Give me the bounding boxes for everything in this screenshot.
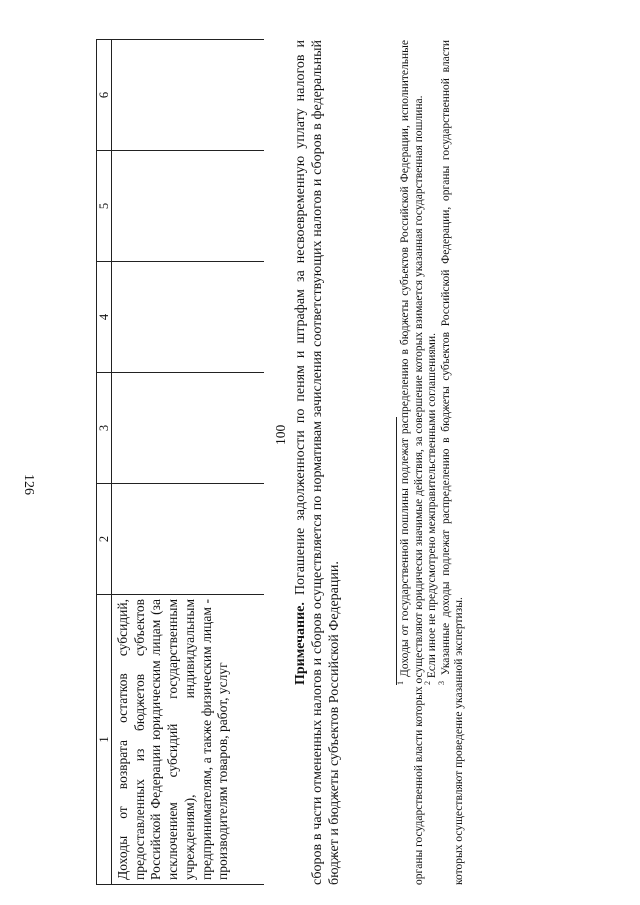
table-header-row [97, 40, 112, 885]
column-header-4: 4 [97, 262, 112, 373]
column-header-5: 5 [97, 151, 112, 262]
page-number: 126 [21, 474, 36, 495]
row-cell-3 [112, 373, 265, 484]
footnote-1-mark: 1 [396, 681, 406, 685]
footnote-divider [396, 417, 397, 685]
row-cell-4 [112, 262, 265, 373]
rotated-page-content [96, 40, 536, 885]
row-description: Доходы от возврата остатков субсидий, предоставленных из бюджетов субъектов Российской Федерации юридическим лицам (за исключением субсидий государственным учреждениям), индивидуальным предпринимателям, а также физическим лицам - производителям товаров, работ, услуг [115, 599, 231, 880]
table-row [112, 40, 265, 885]
footnote-3-mark: 3 [436, 681, 446, 685]
note-paragraph [292, 40, 343, 885]
column-header-2: 2 [97, 484, 112, 595]
note-label: Примечание. [293, 602, 308, 685]
column-header-1: 1 [97, 595, 112, 885]
footnote-2-text: Если иное не предусмотрено межправительственными соглашениями. [426, 333, 439, 679]
row-cell-5 [112, 151, 265, 262]
column-header-3: 3 [97, 373, 112, 484]
row-description-cell [112, 595, 265, 885]
revenue-table [96, 39, 264, 885]
footnote-2-mark: 2 [423, 681, 433, 685]
row-value-col3: 100 [273, 424, 288, 445]
footnote-3 [436, 39, 467, 885]
footnote-2 [423, 40, 440, 885]
note-text: Погашение задолженности по пеням и штрафам за несвоевременную уплату налогов и сборов в части отмененных налогов и сборов осуществляется по нормативам зачисления соответствующих налогов и сборов в федеральный бюджет и бюджеты субъектов Российской Федерации. [293, 40, 342, 885]
row-cell-2 [112, 484, 265, 595]
column-header-6: 6 [97, 40, 112, 151]
footnote-1 [396, 39, 426, 885]
footnotes-block [396, 39, 467, 885]
row-cell-6 [112, 40, 265, 151]
footnote-1-text: Доходы от государственной пошлины подлежат распределению в бюджеты субъектов Российской Федерации, исполнительные органы государственной власти которых осуществляют юридически значимые действия, за совершение которых взимается указанная государственная пошлина. [399, 39, 425, 885]
footnote-3-text: Указанные доходы подлежат распределению в бюджеты субъектов Российской Федерации, органы государственной власти которых осуществляют проведение указанной экспертизы. [439, 39, 466, 885]
